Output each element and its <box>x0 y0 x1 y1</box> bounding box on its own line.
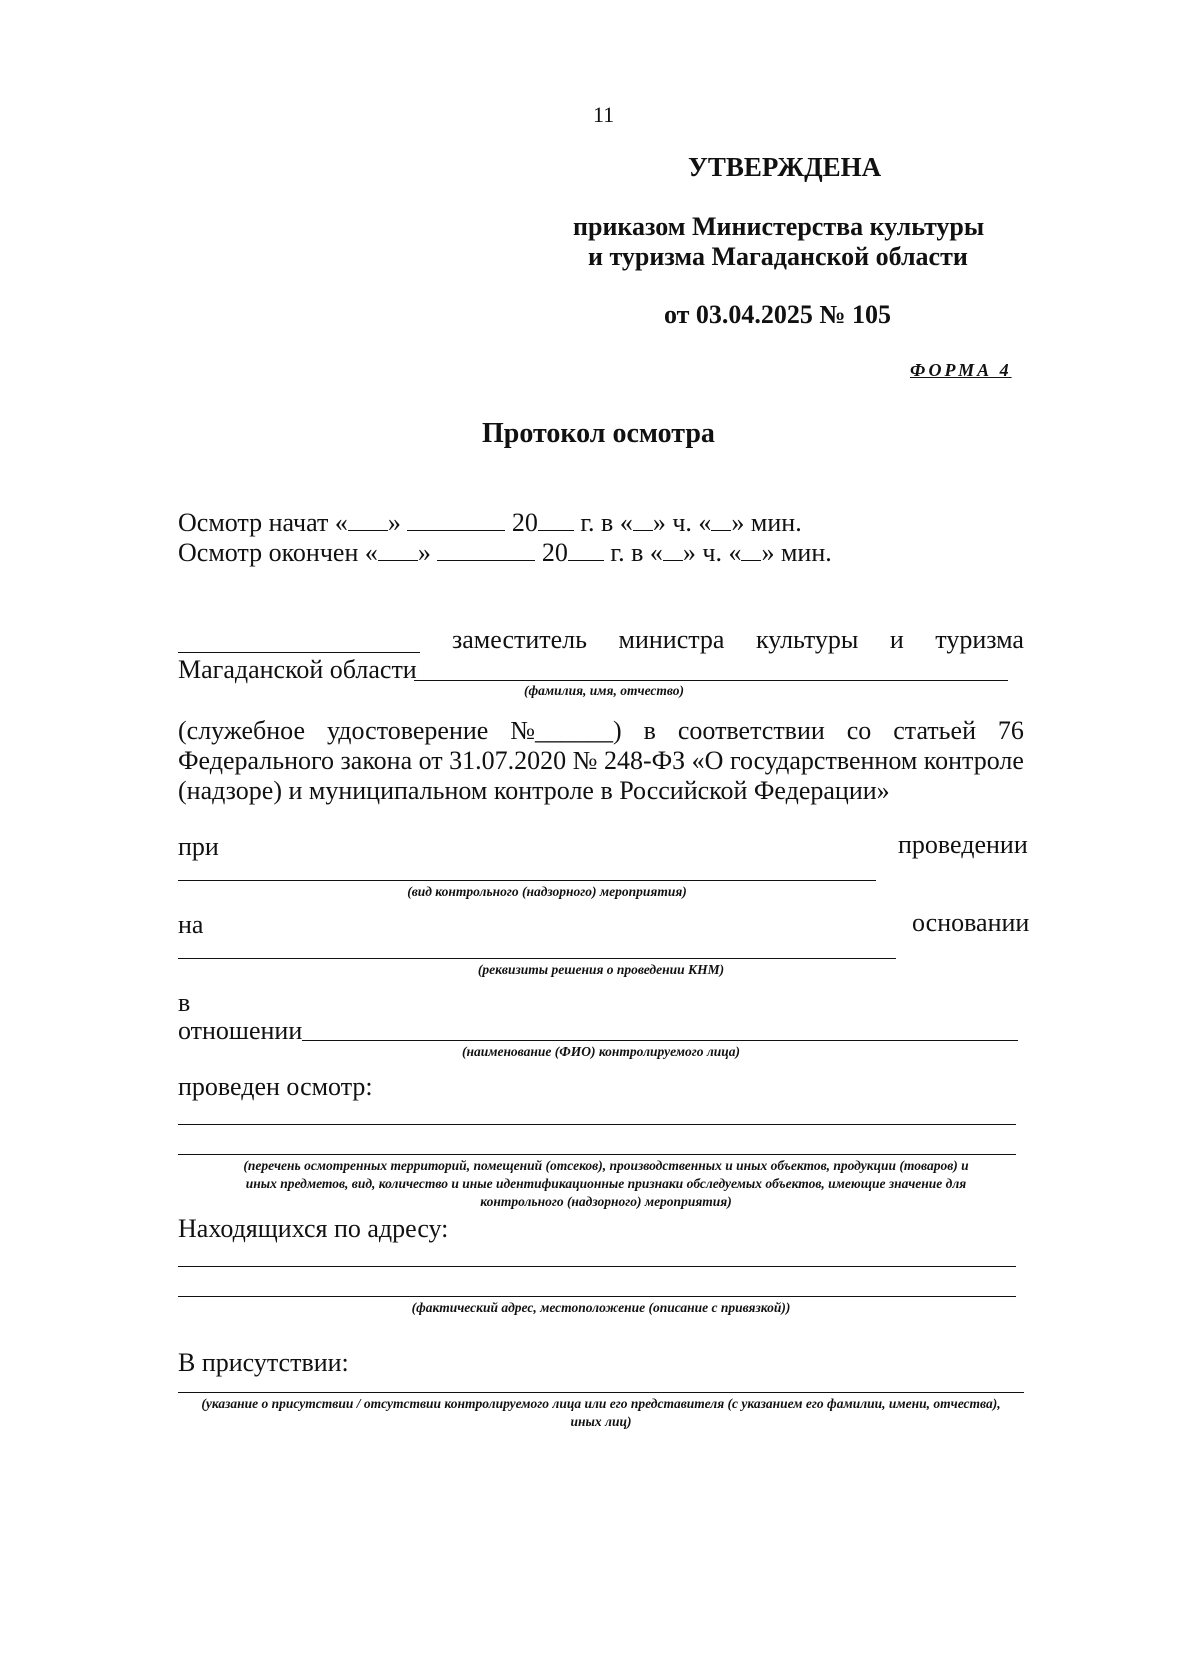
end-min: » мин. <box>761 538 832 567</box>
end-quote-close: » <box>417 538 431 567</box>
address-hint: (фактический адрес, местоположение (описание с привязкой)) <box>411 1300 791 1315</box>
osnovanii-label: основании <box>912 908 1030 937</box>
start-year-blank[interactable] <box>538 510 574 531</box>
objects-line-1[interactable] <box>178 1124 1016 1125</box>
objects-hint-3: контрольного (надзорного) мероприятия) <box>480 1194 732 1209</box>
official-word: туризма <box>935 625 1024 654</box>
order-line-1: приказом Министерства культуры <box>573 212 985 241</box>
inspection-end-line <box>178 538 832 568</box>
basis-line-1 <box>178 716 1024 746</box>
event-hint: (вид контрольного (надзорного) мероприятия) <box>407 884 687 899</box>
end-minute-blank[interactable] <box>741 540 761 561</box>
order-date: от 03.04.2025 № 105 <box>664 300 892 329</box>
pri-label: при <box>178 832 219 861</box>
end-hour-blank[interactable] <box>663 540 683 561</box>
official-blank-line[interactable] <box>178 652 420 653</box>
start-year: 20 <box>511 508 538 537</box>
decision-hint: (реквизиты решения о проведении КНМ) <box>477 962 725 977</box>
start-quote-close: » <box>387 508 401 537</box>
address-line-1[interactable] <box>178 1266 1016 1267</box>
start-min: » мин. <box>731 508 802 537</box>
start-prefix: Осмотр начат « <box>178 508 348 537</box>
official-title-row <box>452 625 1024 655</box>
end-g-v: г. в « <box>610 538 663 567</box>
end-day-blank[interactable] <box>378 540 418 561</box>
fio-hint: (фамилия, имя, отчество) <box>523 683 684 698</box>
decision-line[interactable] <box>178 958 896 959</box>
address-label: Находящихся по адресу: <box>178 1214 449 1243</box>
start-hour-blank[interactable] <box>633 510 653 531</box>
end-year-blank[interactable] <box>568 540 604 561</box>
form-label: ФОРМА 4 <box>910 360 1012 380</box>
v-label: в <box>178 988 191 1017</box>
start-g-v: г. в « <box>580 508 633 537</box>
end-h: » ч. « <box>682 538 742 567</box>
inspection-start-line <box>178 508 802 538</box>
certificate-number-blank[interactable]: №______) <box>510 716 622 745</box>
basis-word: 76 <box>997 716 1024 745</box>
presence-hint-1: (указание о присутствии / отсутствии контролируемого лица или его представителя (с указанием его фамилии, имени, отчества), <box>201 1396 1001 1411</box>
start-month-blank[interactable] <box>407 510 505 531</box>
official-word: министра <box>618 625 725 654</box>
end-month-blank[interactable] <box>437 540 535 561</box>
presence-line[interactable] <box>178 1392 1024 1393</box>
person-line[interactable] <box>302 1040 1018 1041</box>
basis-line-3: (надзоре) и муниципальном контроле в Российской Федерации» <box>178 776 890 805</box>
official-word: и <box>889 625 904 654</box>
basis-line-2: Федерального закона от 31.07.2020 № 248-ФЗ «О государственном контроле <box>178 746 1024 775</box>
basis-word: (служебное <box>178 716 305 745</box>
end-prefix: Осмотр окончен « <box>178 538 378 567</box>
presence-label: В присутствии: <box>178 1348 349 1377</box>
official-word: заместитель <box>452 625 588 654</box>
na-label: на <box>178 910 204 939</box>
conducted-label: проведен осмотр: <box>178 1072 373 1101</box>
end-year: 20 <box>541 538 568 567</box>
event-line[interactable] <box>178 880 876 881</box>
start-day-blank[interactable] <box>348 510 388 531</box>
otnoshenii-label: отношении <box>178 1016 303 1045</box>
official-word: культуры <box>755 625 859 654</box>
official-region: Магаданской области <box>178 655 417 684</box>
objects-hint-2: иных предметов, вид, количество и иные идентификационные признаки обследуемых объектов, имеющие значение для <box>245 1176 967 1191</box>
objects-hint-1: (перечень осмотренных территорий, помещений (отсеков), производственных и иных объектов, продукции (товаров) и <box>243 1158 969 1173</box>
page-title: Протокол осмотра <box>482 418 715 449</box>
basis-word: соответствии <box>677 716 825 745</box>
fio-line[interactable] <box>414 680 1008 681</box>
start-h: » ч. « <box>652 508 712 537</box>
provedenii-label: проведении <box>898 830 1028 859</box>
basis-word: удостоверение <box>326 716 489 745</box>
objects-line-2[interactable] <box>178 1154 1016 1155</box>
address-line-2[interactable] <box>178 1296 1016 1297</box>
order-line-2: и туризма Магаданской области <box>588 242 968 271</box>
basis-word: со <box>846 716 872 745</box>
basis-word: статьей <box>893 716 976 745</box>
start-minute-blank[interactable] <box>711 510 731 531</box>
person-hint: (наименование (ФИО) контролируемого лица) <box>461 1044 741 1059</box>
page-number: 11 <box>593 102 615 127</box>
basis-word: в <box>643 716 656 745</box>
approved-heading: УТВЕРЖДЕНА <box>688 152 882 182</box>
presence-hint-2: иных лиц) <box>570 1414 632 1429</box>
